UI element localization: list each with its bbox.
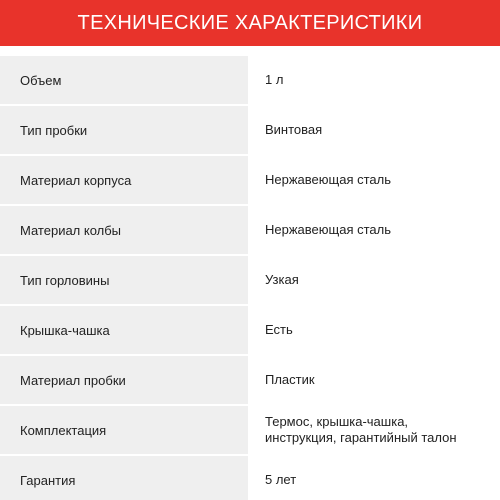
spec-row-warranty	[0, 456, 500, 500]
spec-value	[254, 306, 500, 354]
spec-row-stopper-material	[0, 356, 500, 404]
spec-row-package-contents	[0, 406, 500, 454]
section-header	[0, 0, 500, 46]
spec-value-text: Есть	[265, 322, 293, 337]
spec-label: Материал колбы	[0, 206, 248, 254]
spec-value-text: 1 л	[265, 72, 284, 87]
section-title: ТЕХНИЧЕСКИЕ ХАРАКТЕРИСТИКИ	[77, 11, 423, 34]
spec-value	[254, 256, 500, 304]
spec-value-text: инструкция, гарантийный талон	[265, 430, 457, 445]
spec-label: Материал пробки	[0, 356, 248, 404]
spec-value	[254, 206, 500, 254]
spec-label: Комплектация	[0, 406, 248, 454]
spec-value	[254, 56, 500, 104]
spec-value	[254, 406, 500, 454]
spec-label: Гарантия	[0, 456, 248, 500]
spec-value-text: Термос, крышка-чашка,	[265, 414, 409, 429]
spec-value-text: 5 лет	[265, 472, 297, 487]
spec-label: Тип пробки	[0, 106, 248, 154]
spec-value-text: Винтовая	[265, 122, 323, 137]
spec-row-cup-lid	[0, 306, 500, 354]
spec-label: Объем	[0, 56, 248, 104]
spec-value-text: Узкая	[265, 272, 299, 287]
spec-label: Тип горловины	[0, 256, 248, 304]
spec-row-volume	[0, 56, 500, 104]
spec-row-body-material	[0, 156, 500, 204]
spec-row-flask-material	[0, 206, 500, 254]
spec-value	[254, 356, 500, 404]
spec-value-text: Нержавеющая сталь	[265, 222, 391, 237]
spec-label: Материал корпуса	[0, 156, 248, 204]
spec-table	[0, 56, 500, 500]
spec-row-neck-type	[0, 256, 500, 304]
spec-value	[254, 156, 500, 204]
spec-row-cap-type	[0, 106, 500, 154]
spec-label: Крышка-чашка	[0, 306, 248, 354]
spec-value	[254, 106, 500, 154]
spec-value-text: Пластик	[265, 372, 315, 387]
spec-value	[254, 456, 500, 500]
spec-value-text: Нержавеющая сталь	[265, 172, 391, 187]
